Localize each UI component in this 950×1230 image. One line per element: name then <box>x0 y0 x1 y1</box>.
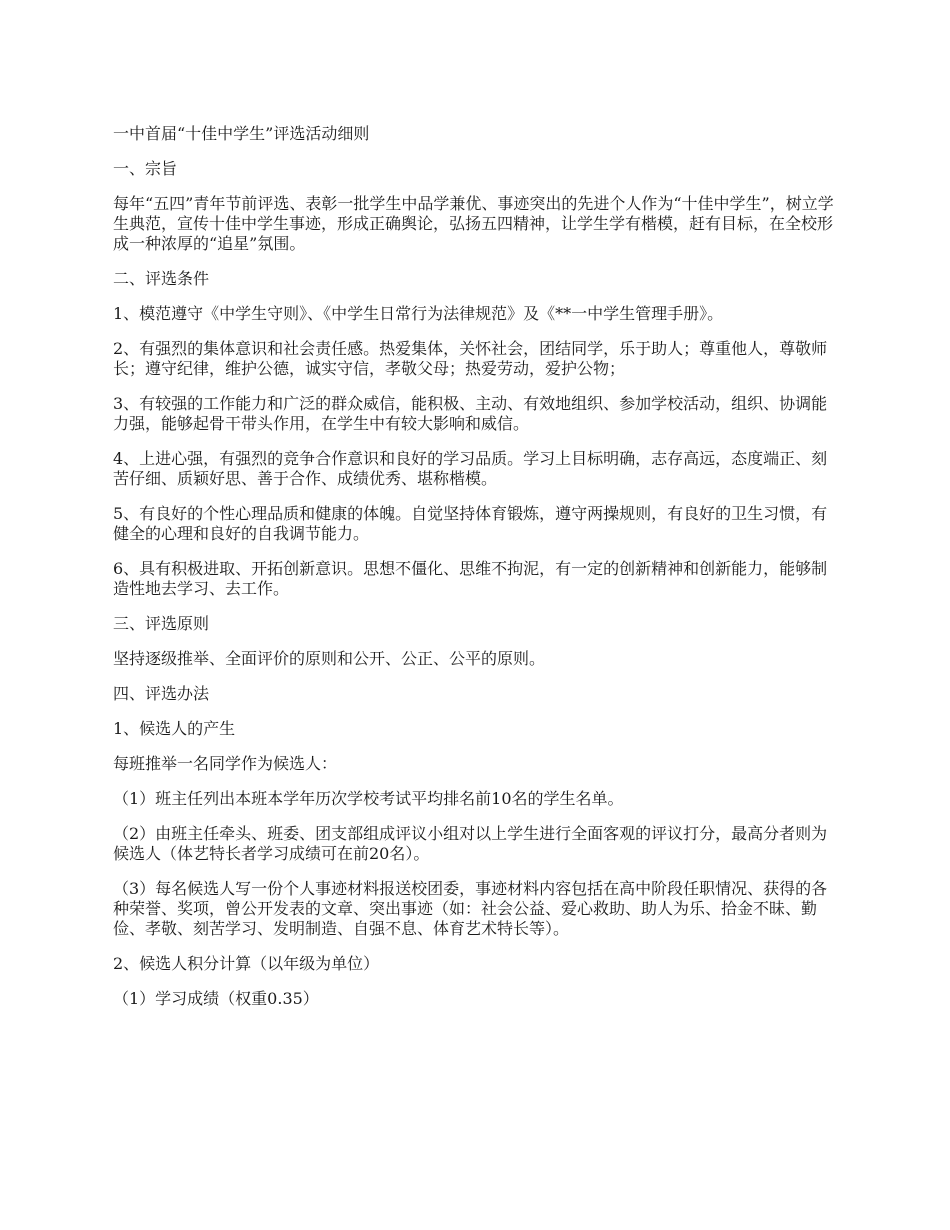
criteria-item-6: 6、具有积极进取、开拓创新意识。思想不僵化、思维不拘泥，有一定的创新精神和创新能力，能够制造性地去学习、去工作。 <box>113 559 828 598</box>
candidate-step-2: （2）由班主任牵头、班委、团支部组成评议小组对以上学生进行全面客观的评议打分，最高分者则为候选人（体艺特长者学习成绩可在前20名）。 <box>113 824 828 863</box>
paragraph-purpose: 每年“五四”青年节前评选、表彰一批学生中品学兼优、事迹突出的先进个人作为“十佳中学生”，树立学生典范，宣传十佳中学生事迹，形成正确舆论，弘扬五四精神，让学生学有楷模，赶有目标，在全校形成一种浓厚的“追星”氛围。 <box>113 194 834 253</box>
document-body <box>113 124 843 1024</box>
heading-criteria: 二、评选条件 <box>113 269 210 288</box>
paragraph-principles: 坚持逐级推举、全面评价的原则和公开、公正、公平的原则。 <box>113 649 546 668</box>
heading-purpose: 一、宗旨 <box>113 159 178 178</box>
criteria-item-1: 1、模范遵守《中学生守则》、《中学生日常行为法律规范》及《**一中学生管理手册》。 <box>113 304 724 323</box>
paragraph-candidate-intro: 每班推举一名同学作为候选人： <box>113 754 338 773</box>
criteria-item-2: 2、有强烈的集体意识和社会责任感。热爱集体，关怀社会，团结同学，乐于助人；尊重他人，尊敬师长；遵守纪律，维护公德，诚实守信，孝敬父母；热爱劳动，爱护公物； <box>113 339 828 378</box>
document-title: 一中首届“十佳中学生”评选活动细则 <box>113 124 370 143</box>
subheading-candidate-selection: 1、候选人的产生 <box>113 719 236 738</box>
criteria-item-3: 3、有较强的工作能力和广泛的群众威信，能积极、主动、有效地组织、参加学校活动，组织、协调能力强，能够起骨干带头作用，在学生中有较大影响和威信。 <box>113 394 828 433</box>
candidate-step-1: （1）班主任列出本班本学年历次学校考试平均排名前10名的学生名单。 <box>113 789 624 808</box>
heading-principles: 三、评选原则 <box>113 614 210 633</box>
heading-methods: 四、评选办法 <box>113 684 210 703</box>
candidate-step-3: （3）每名候选人写一份个人事迹材料报送校团委，事迹材料内容包括在高中阶段任职情况、获得的各种荣誉、奖项，曾公开发表的文章、突出事迹（如：社会公益、爱心救助、助人为乐、拾金不昧、勤俭、孝敬、刻苦学习、发明制造、自强不息、体育艺术特长等）。 <box>113 879 828 938</box>
criteria-item-4: 4、上进心强，有强烈的竞争合作意识和良好的学习品质。学习上目标明确，志存高远，态度端正、刻苦仔细、质颖好思、善于合作、成绩优秀、堪称楷模。 <box>113 449 828 488</box>
criteria-item-5: 5、有良好的个性心理品质和健康的体魄。自觉坚持体育锻炼，遵守两操规则，有良好的卫生习惯，有健全的心理和良好的自我调节能力。 <box>113 504 828 543</box>
score-item-1: （1）学习成绩（权重0.35） <box>113 989 319 1008</box>
subheading-score-calculation: 2、候选人积分计算（以年级为单位） <box>113 954 380 973</box>
